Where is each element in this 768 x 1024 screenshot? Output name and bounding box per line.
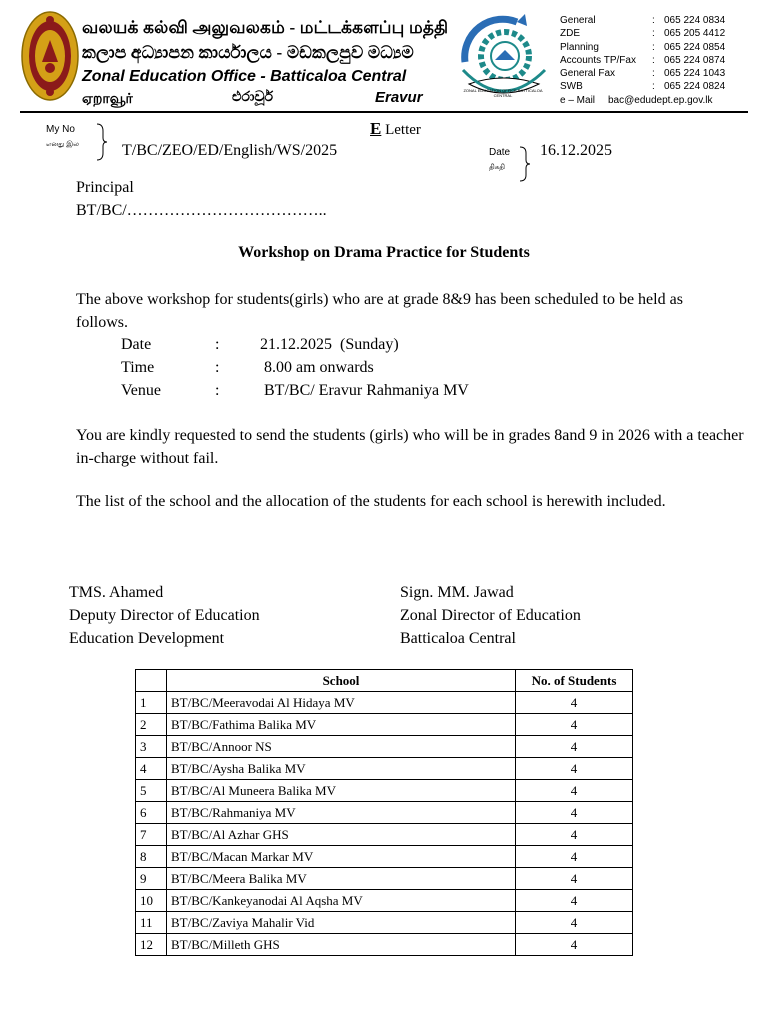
date-label-tamil: திகதி <box>489 164 505 171</box>
signatory-department: Batticaloa Central <box>400 630 516 647</box>
contact-value[interactable]: bac@edudept.ep.gov.lk <box>608 94 713 106</box>
signatory-department: Education Development <box>69 630 225 647</box>
signature-left <box>69 581 260 650</box>
student-count: 4 <box>516 912 633 934</box>
table-body <box>136 692 633 956</box>
detail-colon: : <box>215 359 220 376</box>
body-paragraph-3: The list of the school and the allocation of the students for each school is herewith included. <box>76 493 666 510</box>
row-number: 2 <box>136 714 167 736</box>
letter-type-suffix: Letter <box>381 122 421 138</box>
header-divider <box>20 111 748 113</box>
school-name: BT/BC/Kankeyanodai Al Aqsha MV <box>167 890 516 912</box>
contact-value: 065 224 0824 <box>664 81 726 93</box>
contact-colon: : <box>652 15 655 26</box>
column-header-school: School <box>167 670 516 692</box>
detail-date-day: (Sunday) <box>340 336 399 353</box>
table-row <box>136 824 633 846</box>
body-paragraph-1: The above workshop for students(girls) who are at grade 8&9 has been scheduled to be held as follows. <box>76 291 683 331</box>
student-count: 4 <box>516 692 633 714</box>
letter-subject: Workshop on Drama Practice for Students <box>238 244 530 261</box>
contact-label: General Fax <box>560 68 616 80</box>
contact-row <box>560 67 725 80</box>
brace-icon <box>518 146 532 182</box>
table-row <box>136 692 633 714</box>
detail-date-label: Date <box>121 336 152 353</box>
brace-icon <box>95 123 109 161</box>
contact-label: Planning <box>560 41 599 53</box>
student-count: 4 <box>516 802 633 824</box>
school-name: BT/BC/Annoor NS <box>167 736 516 758</box>
detail-time-value: 8.00 am onwards <box>264 359 374 376</box>
detail-date-number: 21.12.2025 <box>260 336 332 353</box>
table-row <box>136 758 633 780</box>
allocation-table <box>135 669 633 956</box>
contact-row <box>560 27 725 40</box>
contact-row <box>560 41 725 54</box>
table-row <box>136 714 633 736</box>
table-row <box>136 846 633 868</box>
detail-date-value <box>260 333 399 356</box>
table-row <box>136 802 633 824</box>
my-no-label-tamil: எனது இல <box>46 141 79 148</box>
contact-value: 065 224 1043 <box>664 68 726 80</box>
recipient-address: BT/BC/……………………………….. <box>76 202 327 219</box>
school-name: BT/BC/Rahmaniya MV <box>167 802 516 824</box>
row-number: 3 <box>136 736 167 758</box>
office-name-english: Zonal Education Office - Batticaloa Central <box>82 68 407 85</box>
school-name: BT/BC/Aysha Balika MV <box>167 758 516 780</box>
column-header-number <box>136 670 167 692</box>
table-row <box>136 890 633 912</box>
school-name: BT/BC/Meera Balika MV <box>167 868 516 890</box>
place-name-tamil: ஏறாவூர் <box>82 92 133 107</box>
row-number: 10 <box>136 890 167 912</box>
school-name: BT/BC/Meeravodai Al Hidaya MV <box>167 692 516 714</box>
zonal-logo-caption: ZONAL EDUCATION OFFICE BATTICALOA CENTRAL <box>463 88 543 98</box>
row-number: 1 <box>136 692 167 714</box>
national-emblem-logo <box>20 10 80 102</box>
table-row <box>136 934 633 956</box>
contact-row <box>560 80 725 93</box>
detail-venue-value: BT/BC/ Eravur Rahmaniya MV <box>264 382 469 399</box>
school-name: BT/BC/Macan Markar MV <box>167 846 516 868</box>
table-row <box>136 912 633 934</box>
student-count: 4 <box>516 780 633 802</box>
row-number: 4 <box>136 758 167 780</box>
signatory-title: Deputy Director of Education <box>69 607 260 624</box>
table-header-row <box>136 670 633 692</box>
contact-block <box>560 14 725 107</box>
place-name-sinhala: එරාවූර් <box>232 90 274 105</box>
contact-row <box>560 54 725 67</box>
row-number: 11 <box>136 912 167 934</box>
office-name-sinhala: කලාප අධ්‍යාපන කාර්යාලය - මඩකලපුව මධ්‍යම <box>82 43 414 62</box>
contact-colon: : <box>652 81 655 93</box>
office-name-tamil: வலயக் கல்வி அலுவலகம் - மட்டக்களப்பு மத்தி <box>82 18 449 37</box>
letter-type-label <box>370 119 421 139</box>
event-details <box>0 333 768 403</box>
contact-value: 065 224 0874 <box>664 54 726 66</box>
row-number: 12 <box>136 934 167 956</box>
student-count: 4 <box>516 846 633 868</box>
detail-venue-label: Venue <box>121 382 161 399</box>
place-name-english: Eravur <box>375 89 423 106</box>
contact-label: ZDE <box>560 28 580 40</box>
my-no-label: My No <box>46 124 75 135</box>
detail-colon: : <box>215 336 220 353</box>
date-label: Date <box>489 147 511 158</box>
school-name: BT/BC/Fathima Balika MV <box>167 714 516 736</box>
student-count: 4 <box>516 758 633 780</box>
school-name: BT/BC/Milleth GHS <box>167 934 516 956</box>
row-number: 6 <box>136 802 167 824</box>
detail-time-label: Time <box>121 359 155 376</box>
signatory-title: Zonal Director of Education <box>400 607 581 624</box>
row-number: 5 <box>136 780 167 802</box>
contact-value: 065 224 0834 <box>664 15 726 26</box>
student-count: 4 <box>516 934 633 956</box>
contact-label: Accounts TP/Fax <box>560 54 636 66</box>
student-count: 4 <box>516 868 633 890</box>
table-row <box>136 736 633 758</box>
contact-value: 065 224 0854 <box>664 41 726 53</box>
signatory-name: TMS. Ahamed <box>69 584 164 601</box>
letter-type-prefix: E <box>370 119 382 138</box>
student-count: 4 <box>516 736 633 758</box>
signature-right <box>400 581 581 650</box>
reference-number: T/BC/ZEO/ED/English/WS/2025 <box>122 142 338 159</box>
contact-label: General <box>560 15 596 26</box>
row-number: 7 <box>136 824 167 846</box>
contact-colon: : <box>652 54 655 66</box>
row-number: 8 <box>136 846 167 868</box>
recipient-title: Principal <box>76 179 134 196</box>
body-paragraph-2: You are kindly requested to send the students (girls) who will be in grades 8and 9 in 2026 with a teacher in-charge without fail. <box>76 427 744 467</box>
school-name: BT/BC/Zaviya Mahalir Vid <box>167 912 516 934</box>
detail-colon: : <box>215 382 220 399</box>
school-name: BT/BC/Al Azhar GHS <box>167 824 516 846</box>
school-name: BT/BC/Al Muneera Balika MV <box>167 780 516 802</box>
contact-label: SWB <box>560 81 583 93</box>
contact-colon: : <box>652 68 655 80</box>
letter-date: 16.12.2025 <box>540 142 612 159</box>
contact-row <box>560 14 725 27</box>
contact-value: 065 205 4412 <box>664 28 726 40</box>
contact-colon: : <box>652 41 655 53</box>
signatory-name: Sign. MM. Jawad <box>400 584 514 601</box>
table-row <box>136 780 633 802</box>
column-header-students: No. of Students <box>516 670 633 692</box>
contact-row <box>560 94 725 107</box>
letterhead <box>0 0 768 115</box>
table-row <box>136 868 633 890</box>
contact-colon: : <box>652 28 655 40</box>
contact-label: e – Mail <box>560 94 596 106</box>
student-count: 4 <box>516 824 633 846</box>
student-count: 4 <box>516 714 633 736</box>
row-number: 9 <box>136 868 167 890</box>
student-count: 4 <box>516 890 633 912</box>
